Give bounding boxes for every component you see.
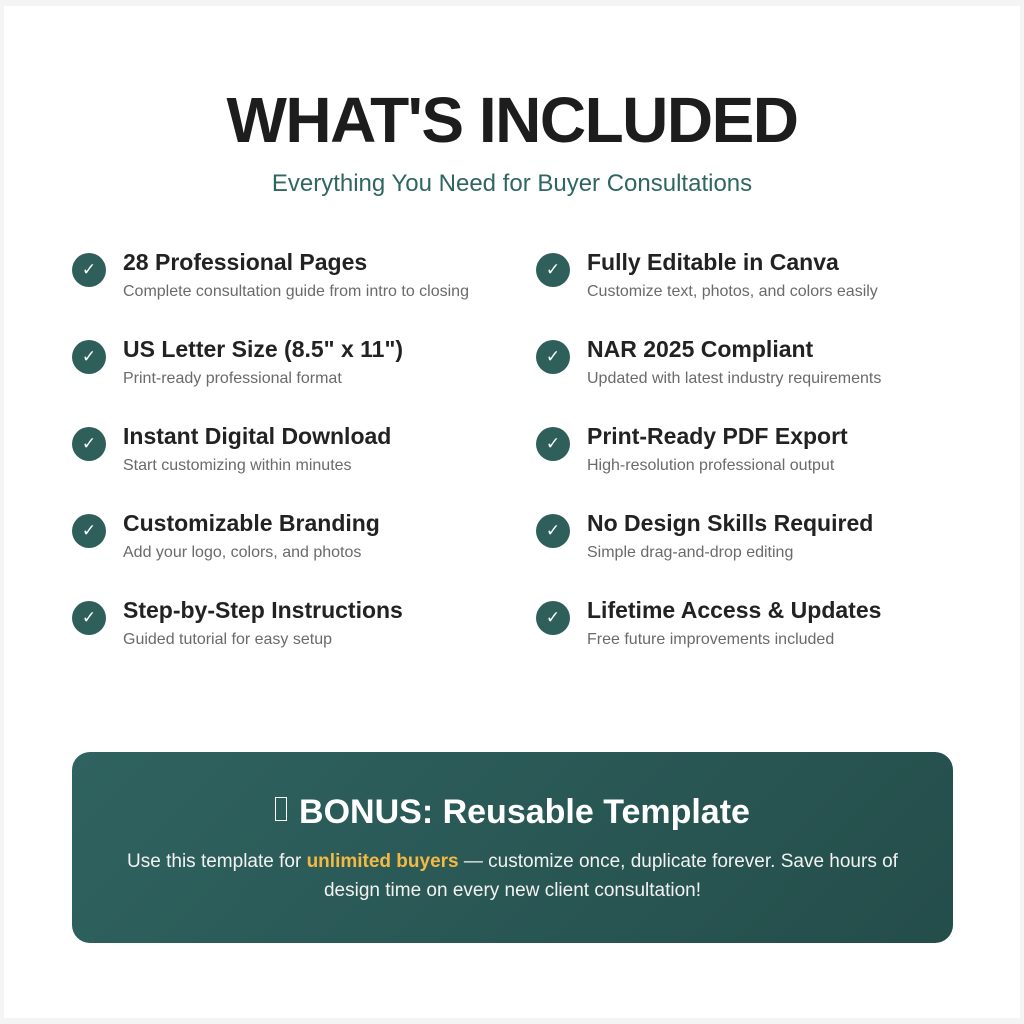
feature-description: Customize text, photos, and colors easily <box>587 283 878 300</box>
feature-title: Lifetime Access & Updates <box>587 597 882 623</box>
feature-title: Step-by-Step Instructions <box>123 597 403 623</box>
page <box>4 6 1020 1018</box>
feature-description: Add your logo, colors, and photos <box>123 544 362 561</box>
bonus-panel <box>72 752 953 943</box>
feature-description: Print-ready professional format <box>123 370 342 387</box>
check-icon: ✓ <box>536 427 570 461</box>
bonus-description <box>122 847 903 905</box>
check-icon: ✓ <box>536 340 570 374</box>
check-icon: ✓ <box>72 340 106 374</box>
missing-glyph-icon <box>275 797 287 821</box>
check-icon: ✓ <box>72 427 106 461</box>
feature-title: Customizable Branding <box>123 510 380 536</box>
page-title: WHAT'S INCLUDED <box>226 84 798 156</box>
feature-item <box>72 594 536 681</box>
feature-item <box>536 420 952 507</box>
feature-description: Updated with latest industry requirements <box>587 370 882 387</box>
check-icon: ✓ <box>72 514 106 548</box>
check-icon: ✓ <box>72 253 106 287</box>
feature-title: Instant Digital Download <box>123 423 392 449</box>
feature-title: Print-Ready PDF Export <box>587 423 848 449</box>
check-icon: ✓ <box>536 253 570 287</box>
feature-title: No Design Skills Required <box>587 510 874 536</box>
feature-item <box>72 420 536 507</box>
feature-item <box>536 507 952 594</box>
feature-title: NAR 2025 Compliant <box>587 336 814 362</box>
check-icon: ✓ <box>536 601 570 635</box>
bonus-title-text: BONUS: Reusable Template <box>299 793 750 831</box>
feature-description: Complete consultation guide from intro to closing <box>123 283 469 300</box>
feature-description: Free future improvements included <box>587 631 835 648</box>
bonus-highlight: unlimited buyers <box>306 851 459 872</box>
feature-item <box>72 507 536 594</box>
feature-title: US Letter Size (8.5" x 11") <box>123 336 404 362</box>
bonus-text-end: — customize once, duplicate forever. Save hours of design time on every new client consultation! <box>323 851 898 901</box>
feature-title: 28 Professional Pages <box>123 249 368 275</box>
feature-item <box>536 246 952 333</box>
feature-description: Simple drag-and-drop editing <box>587 544 794 561</box>
feature-item <box>536 333 952 420</box>
feature-description: Start customizing within minutes <box>123 457 352 474</box>
feature-item <box>72 246 536 333</box>
check-icon: ✓ <box>536 514 570 548</box>
feature-item <box>536 594 952 681</box>
features-grid <box>72 246 952 681</box>
bonus-text-start: Use this template for <box>127 851 307 872</box>
page-subtitle: Everything You Need for Buyer Consultations <box>271 170 753 197</box>
bonus-title <box>72 792 953 832</box>
feature-title: Fully Editable in Canva <box>587 249 839 275</box>
feature-description: High-resolution professional output <box>587 457 835 474</box>
feature-item <box>72 333 536 420</box>
check-icon: ✓ <box>72 601 106 635</box>
feature-description: Guided tutorial for easy setup <box>123 631 333 648</box>
